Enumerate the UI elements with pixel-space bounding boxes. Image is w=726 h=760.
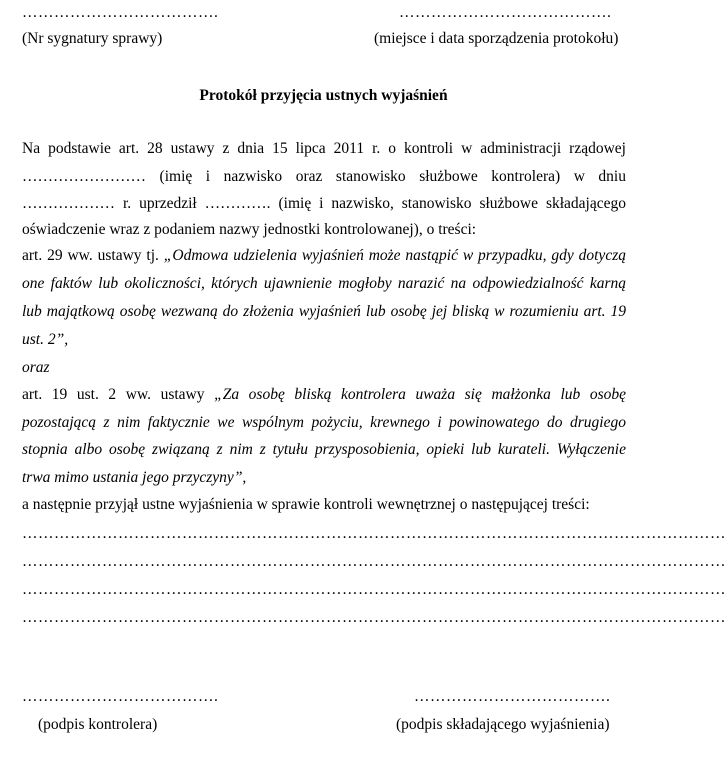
witness-signature-label: (podpis składającego wyjaśnienia)	[396, 716, 610, 733]
place-date-dots: ………………………………….	[399, 4, 612, 21]
closing-line: a następnie przyjął ustne wyjaśnienia w sprawie kontroli wewnętrznej o następującej treści:	[22, 496, 590, 513]
art19-line-2: pozostającą z nim faktycznie we wspólnym pożyciu, krewnego i powinowatego do drugiego	[22, 414, 626, 431]
controller-signature-dots: ……………………………….	[22, 688, 219, 705]
oraz-label: oraz	[22, 359, 50, 376]
art19-prefix: art. 19 ust. 2 ww. ustawy	[22, 386, 215, 403]
art19-line-1	[22, 386, 626, 404]
case-number-dots: ……………………………….	[22, 4, 219, 21]
case-number-label: (Nr sygnatury sprawy)	[22, 30, 163, 47]
art29-line-1	[22, 247, 626, 265]
document-title: Protokół przyjęcia ustnych wyjaśnień	[199, 87, 448, 104]
place-date-label: (miejsce i data sporządzenia protokołu)	[374, 30, 619, 47]
controller-signature-label: (podpis kontrolera)	[38, 716, 158, 733]
witness-signature-dots: ……………………………….	[414, 688, 611, 705]
art19-quote-1: „Za osobę bliską kontrolera uważa się małżonka lub osobę	[214, 386, 626, 403]
answer-line-2: ……………………………………………………………………………………………………………………	[22, 553, 726, 570]
body-line-3: ……………… r. uprzedził …………. (imię i nazwisko, stanowisko służbowe składającego	[22, 195, 626, 212]
art29-quote-1: „Odmowa udzielenia wyjaśnień może nastąpić w przypadku, gdy dotyczą	[163, 247, 626, 264]
art29-prefix: art. 29 ww. ustawy tj.	[22, 247, 164, 264]
body-line-2: …………………… (imię i nazwisko oraz stanowisko służbowe kontrolera) w dniu	[22, 168, 626, 185]
answer-line-1: ……………………………………………………………………………………………………………………	[22, 525, 726, 542]
art29-line-4: ust. 2”,	[22, 331, 69, 348]
art29-line-3: lub majątkową osobę wezwaną do złożenia wyjaśnień lub osobę jej bliską w rozumieniu art. 19	[22, 303, 626, 320]
art19-line-4: trwa mimo ustania jego przyczyny”,	[22, 469, 247, 486]
body-line-1: Na podstawie art. 28 ustawy z dnia 15 lipca 2011 r. o kontroli w administracji rządowej	[22, 140, 626, 157]
answer-line-4: ……………………………………………………………………………………………………………………	[22, 609, 726, 626]
art19-line-3: stopnia albo osobę związaną z nim z tytułu przysposobienia, opieki lub kurateli. Wyłączenie	[22, 441, 626, 458]
answer-line-3: ……………………………………………………………………………………………………………………	[22, 581, 726, 598]
body-line-4: oświadczenie wraz z podaniem nazwy jednostki kontrolowanej), o treści:	[22, 221, 477, 238]
art29-line-2: one faktów lub okoliczności, których ujawnienie mogłoby narazić na odpowiedzialność karną	[22, 275, 626, 292]
